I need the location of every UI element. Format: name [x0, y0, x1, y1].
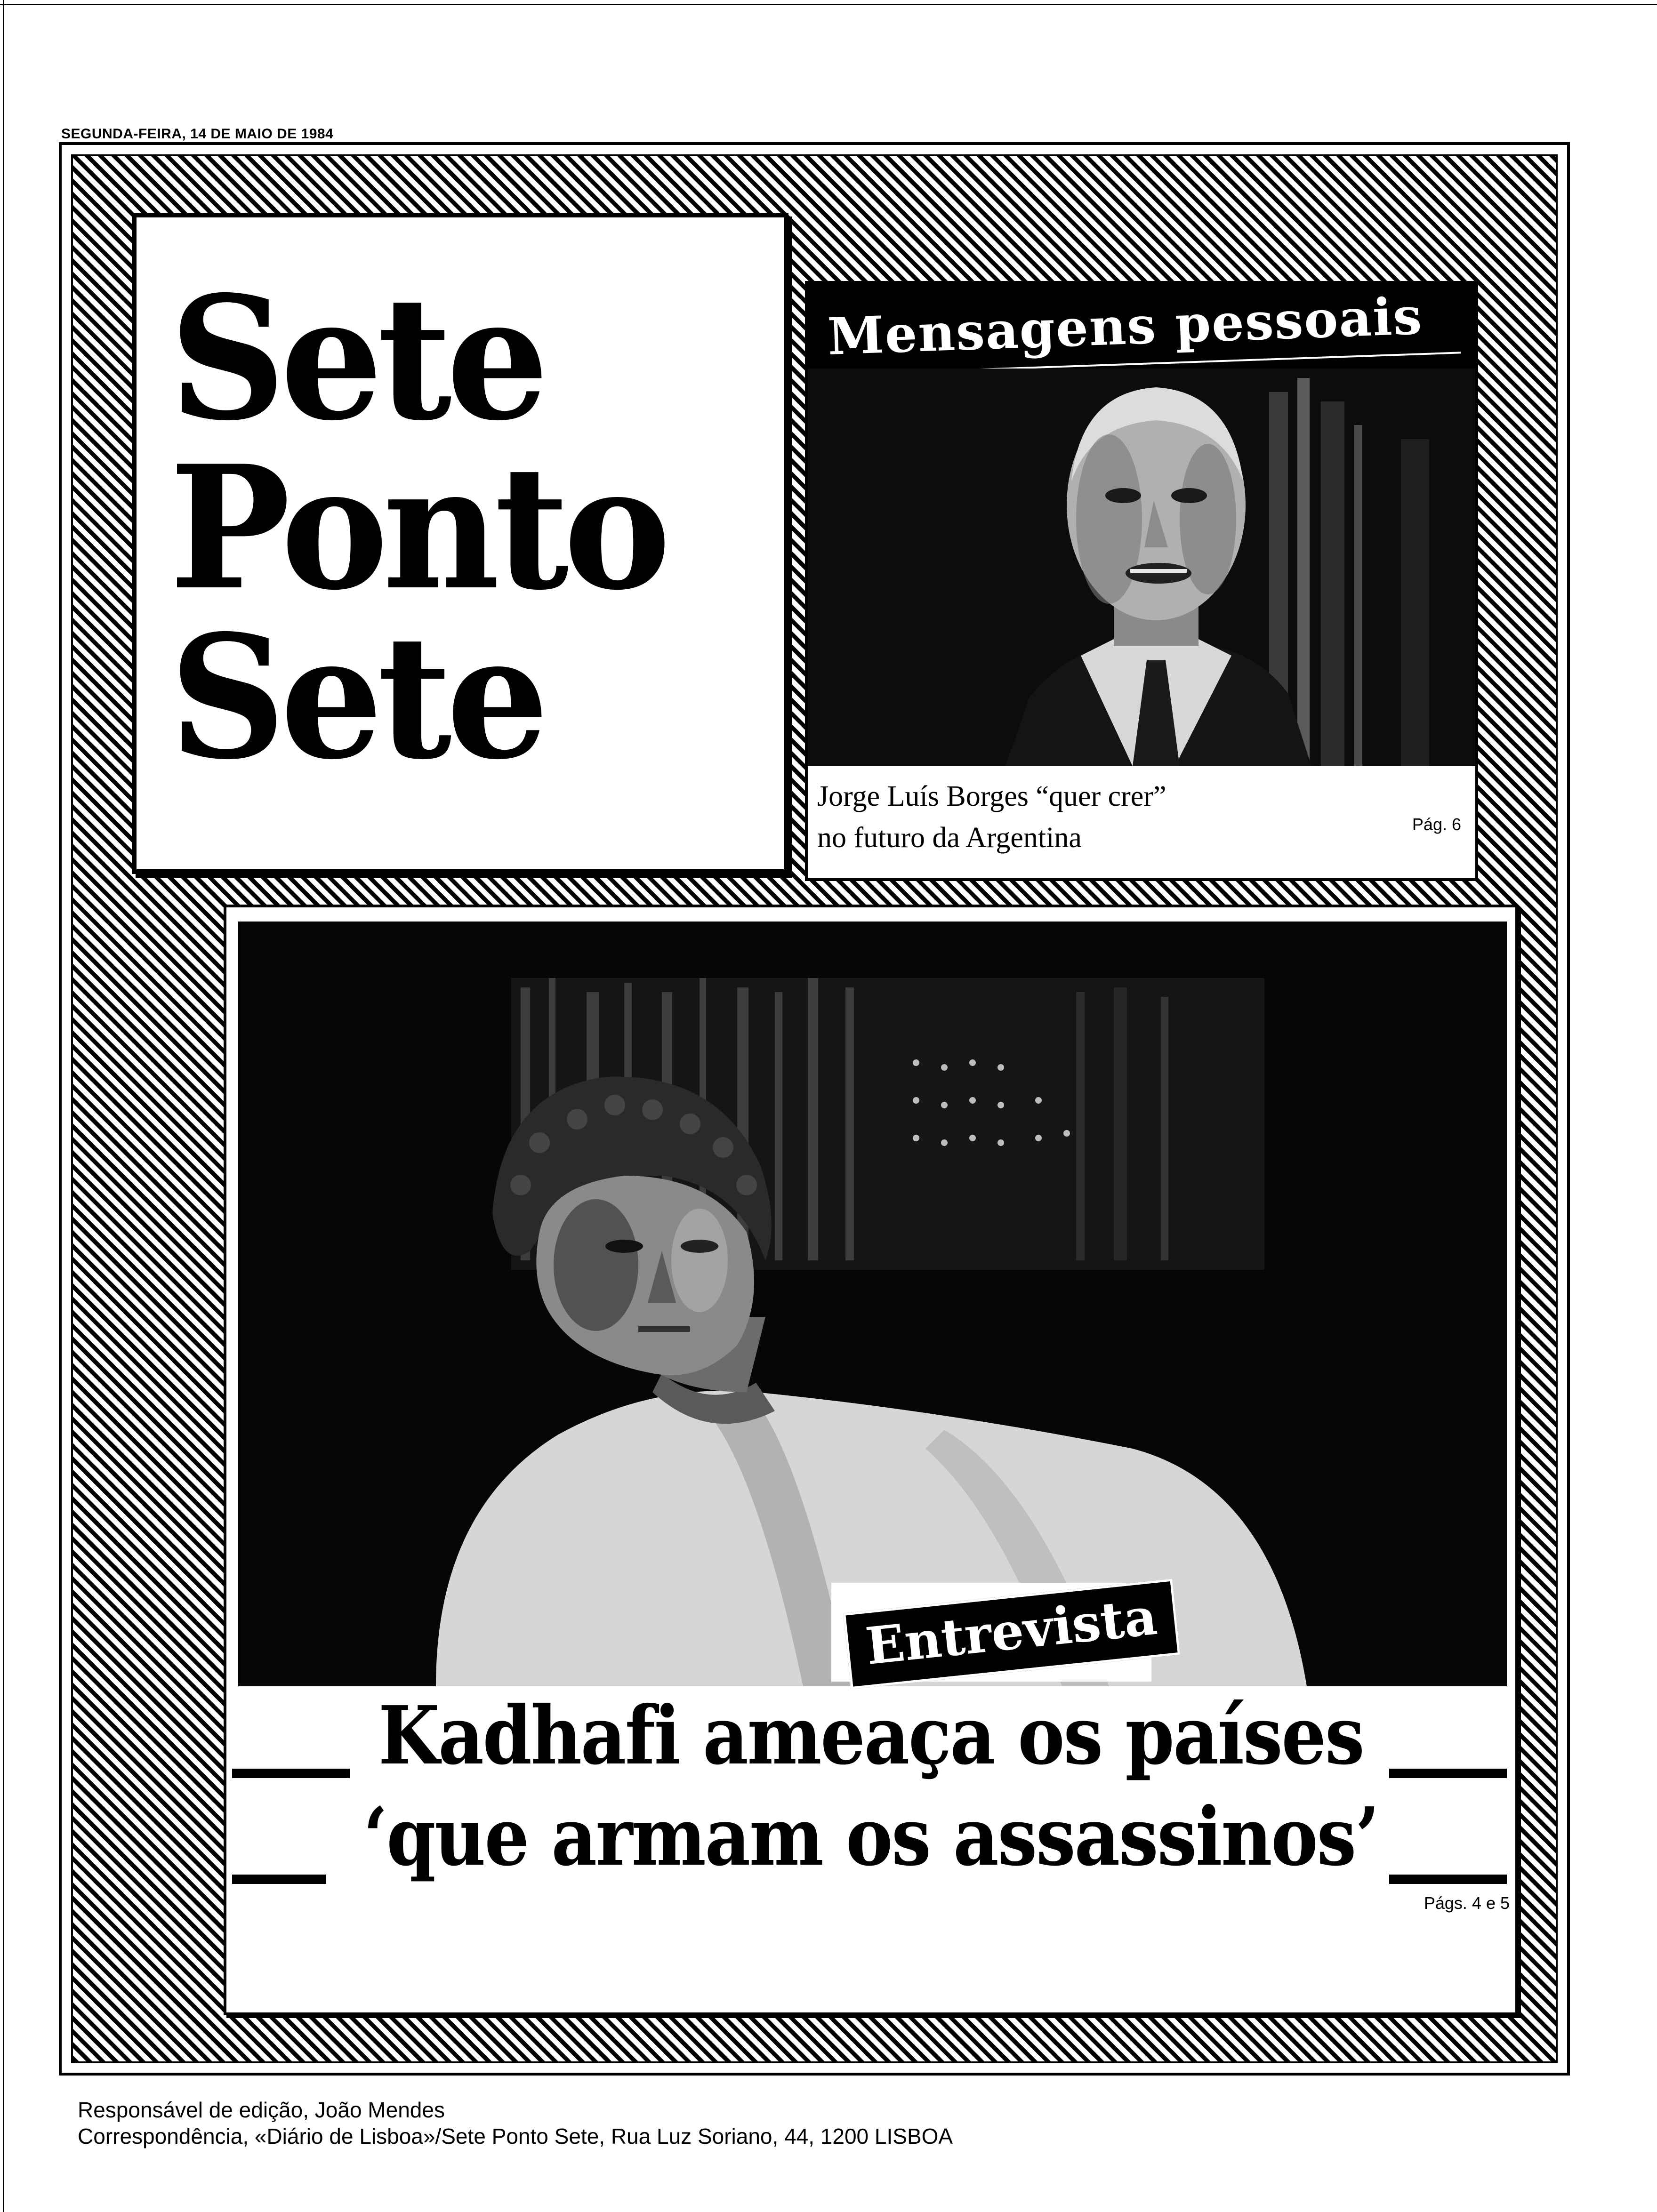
headline-line-1[interactable]: Kadhafi ameaça os países: [378, 1689, 1364, 1783]
masthead-line-3: Sete: [169, 598, 544, 797]
kicker-mensagens-pessoais: Mensagens pessoais: [827, 286, 1424, 367]
masthead-box: [132, 213, 788, 874]
feature-borges[interactable]: [805, 281, 1478, 881]
masthead-title: [169, 259, 666, 797]
borges-photo: [808, 284, 1475, 766]
cover-frame: [59, 142, 1570, 2076]
entrevista-tag: Entrevista: [843, 1579, 1180, 1690]
kadhafi-photo-image: [238, 922, 1507, 1686]
footer-address: Correspondência, «Diário de Lisboa»/Sete Ponto Sete, Rua Luz Soriano, 44, 1200 LISBOA: [78, 2124, 953, 2148]
masthead-line-1: Sete: [169, 259, 544, 458]
masthead-line-2: Ponto: [169, 428, 666, 627]
footer-editor: Responsável de edição, João Mendes: [78, 2098, 445, 2122]
feature-kadhafi[interactable]: [224, 905, 1518, 2015]
borges-caption-line-2: no futuro da Argentina: [817, 822, 1082, 854]
kadhafi-page-ref: Págs. 4 e 5: [1424, 1893, 1510, 1913]
headline-line-2[interactable]: ‘que armam os assassinos’: [363, 1790, 1379, 1884]
scan-edge-left: [3, 0, 4, 2212]
borges-page-ref: Pág. 6: [1412, 815, 1461, 834]
borges-caption-line-1: Jorge Luís Borges “quer crer”: [817, 780, 1166, 812]
borges-caption[interactable]: [817, 776, 1166, 858]
kicker-bar: [808, 284, 1475, 369]
footer-credits: [78, 2097, 953, 2149]
scan-edge-top: [0, 4, 1657, 5]
hatched-background: [71, 154, 1558, 2063]
kadhafi-photo: [238, 922, 1507, 1686]
dateline: SEGUNDA-FEIRA, 14 DE MAIO DE 1984: [61, 126, 334, 142]
